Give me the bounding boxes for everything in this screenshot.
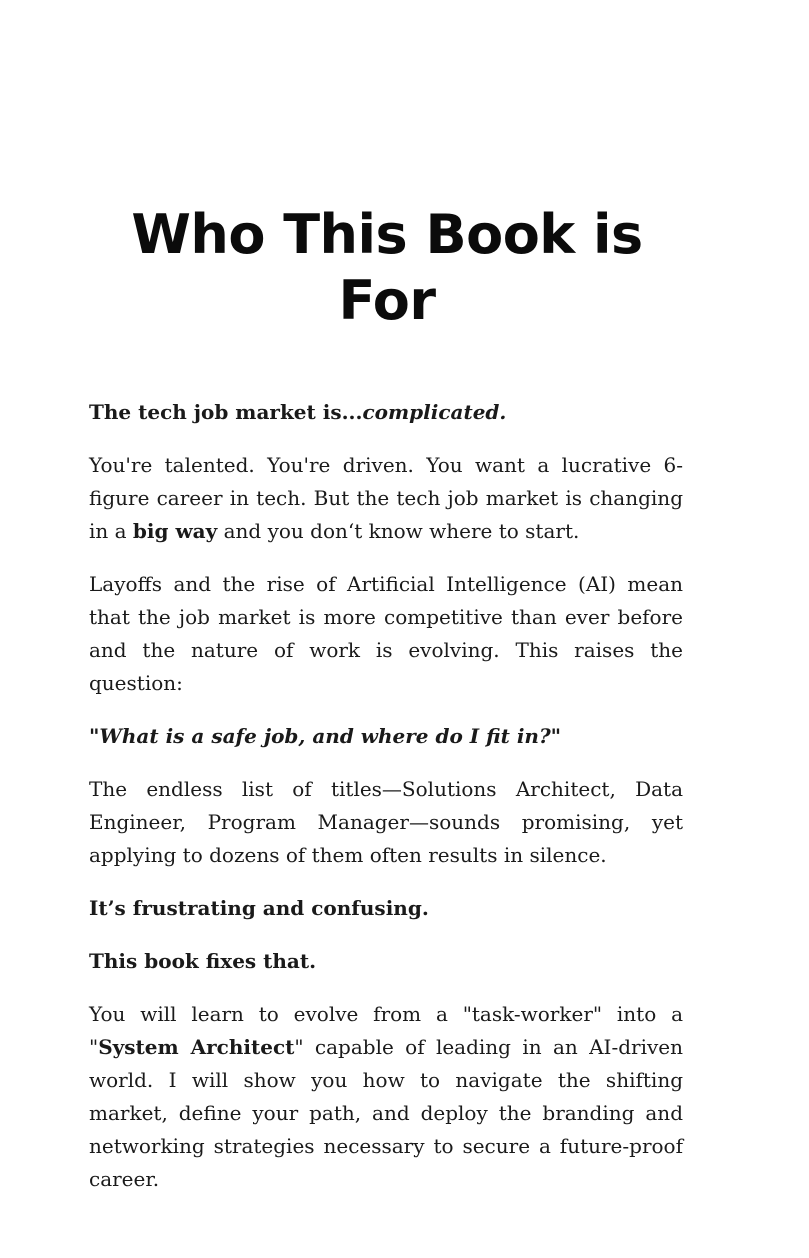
page-title — [90, 202, 684, 334]
paragraph-2: Layoffs and the rise of Artificial Intelligence (AI) mean that the job market is more competitive than ever before and the nature of work is evolving. This raises the question: — [89, 572, 683, 695]
paragraph-3: The endless list of titles—Solutions Architect, Data Engineer, Program Manager—sounds promising, yet applying to dozens of them often results in silence. — [89, 777, 683, 867]
paragraph-4-bold: System Architect — [98, 1035, 295, 1059]
paragraph-1-text-a: You're talented. You're driven. You want a lucrative 6-figure career in tech. But the tech job market is changing in a — [89, 453, 683, 543]
page-title-line-1: Who This Book is — [131, 203, 643, 266]
key-question: "What is a safe job, and where do I fit in?" — [89, 724, 562, 748]
statement-fixes: This book fixes that. — [89, 949, 317, 973]
paragraph-4 — [89, 998, 683, 1196]
paragraph-1 — [89, 449, 683, 548]
paragraph-1-bold: big way — [132, 519, 218, 543]
paragraph-4-text-b: " capable of leading in an AI-driven world. I will show you how to navigate the shifting market, define your path, and deploy the branding and networking strategies necessary to secure a future-proof career. — [89, 1035, 683, 1191]
page-title-line-2: For — [338, 269, 436, 332]
lead-emphasis: complicated. — [362, 400, 507, 424]
statement-frustrating: It’s frustrating and confusing. — [89, 896, 429, 920]
lead-sentence — [89, 396, 683, 429]
body-text — [89, 396, 683, 1216]
paragraph-1-text-b: and you don‘t know where to start. — [217, 519, 580, 543]
paragraph-4-text-a: You will learn to evolve from a "task-worker" into a " — [89, 1002, 683, 1059]
lead-text: The tech job market is... — [89, 400, 363, 424]
